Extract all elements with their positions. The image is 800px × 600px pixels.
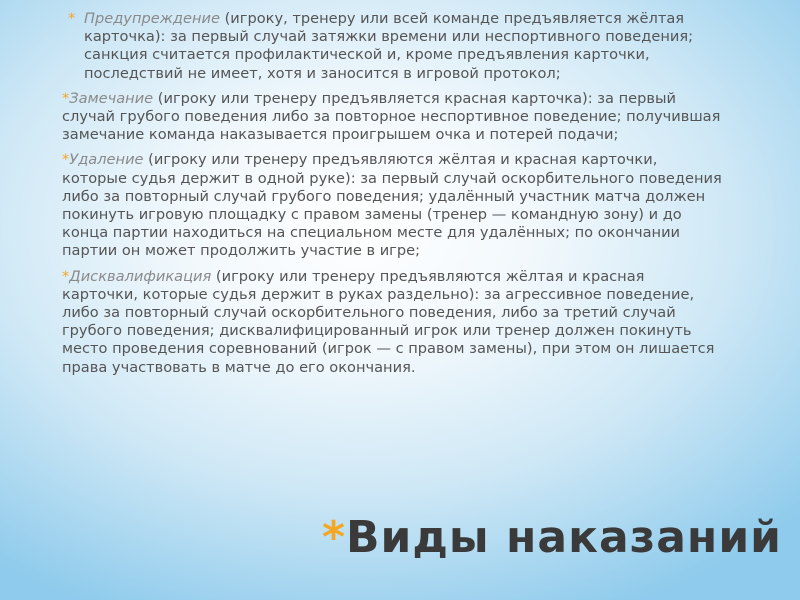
- bullet-star-icon: *: [62, 267, 70, 285]
- term-disqualification: Дисквалификация: [69, 267, 212, 285]
- description-disqualification: (игроку или тренеру предъявляются жёлтая и красная карточки, которые судья держит в руках раздельно): за агрессивное поведение, либо за повторный случай оскорбительного поведения, либо за третий случай грубого поведения; дисквалифицированный игрок или тренер должен покинуть место проведения соревнований (игрок — с правом замены), при этом он лишается права участвовать в матче до его окончания.: [62, 267, 715, 376]
- bullet-star-icon: *: [62, 151, 70, 169]
- bullet-star-icon: *: [62, 89, 70, 107]
- list-item-warning: [62, 10, 722, 83]
- description-expulsion: (игроку или тренеру предъявляются жёлтая и красная карточки, которые судья держит в одной руке): за первый случай оскорбительного поведения либо за повторный случай грубого поведения; удалённый участник матча должен покинуть игровую площадку с правом замены (тренер — командную зону) и до конца партии находиться на специальном месте для удалённых; по окончании партии он может продолжить участие в игре;: [62, 151, 722, 260]
- slide-title-text: Виды наказаний: [346, 512, 782, 563]
- list-item-remark: [62, 90, 722, 145]
- term-expulsion: Удаление: [69, 151, 144, 169]
- bullet-star-icon: *: [68, 10, 76, 27]
- title-star-icon: *: [322, 512, 347, 563]
- description-warning: (игроку, тренеру или всей команде предъявляется жёлтая карточка): за первый случай затяжки времени или неспортивного поведения; санкция считается профилактической и, кроме предъявления карточки, последствий не имеет, хотя и заносится в игровой протокол;: [84, 10, 694, 82]
- slide-title: [322, 512, 782, 563]
- penalty-list: [62, 10, 722, 384]
- description-remark: (игроку или тренеру предъявляется красная карточка): за первый случай грубого поведения либо за повторное неспортивное поведение; получившая замечание команда наказывается проигрышем очка и потерей подачи;: [62, 89, 721, 144]
- term-remark: Замечание: [69, 89, 154, 107]
- list-item-disqualification: [62, 268, 722, 377]
- list-item-expulsion: [62, 151, 722, 260]
- term-warning: Предупреждение: [84, 10, 220, 27]
